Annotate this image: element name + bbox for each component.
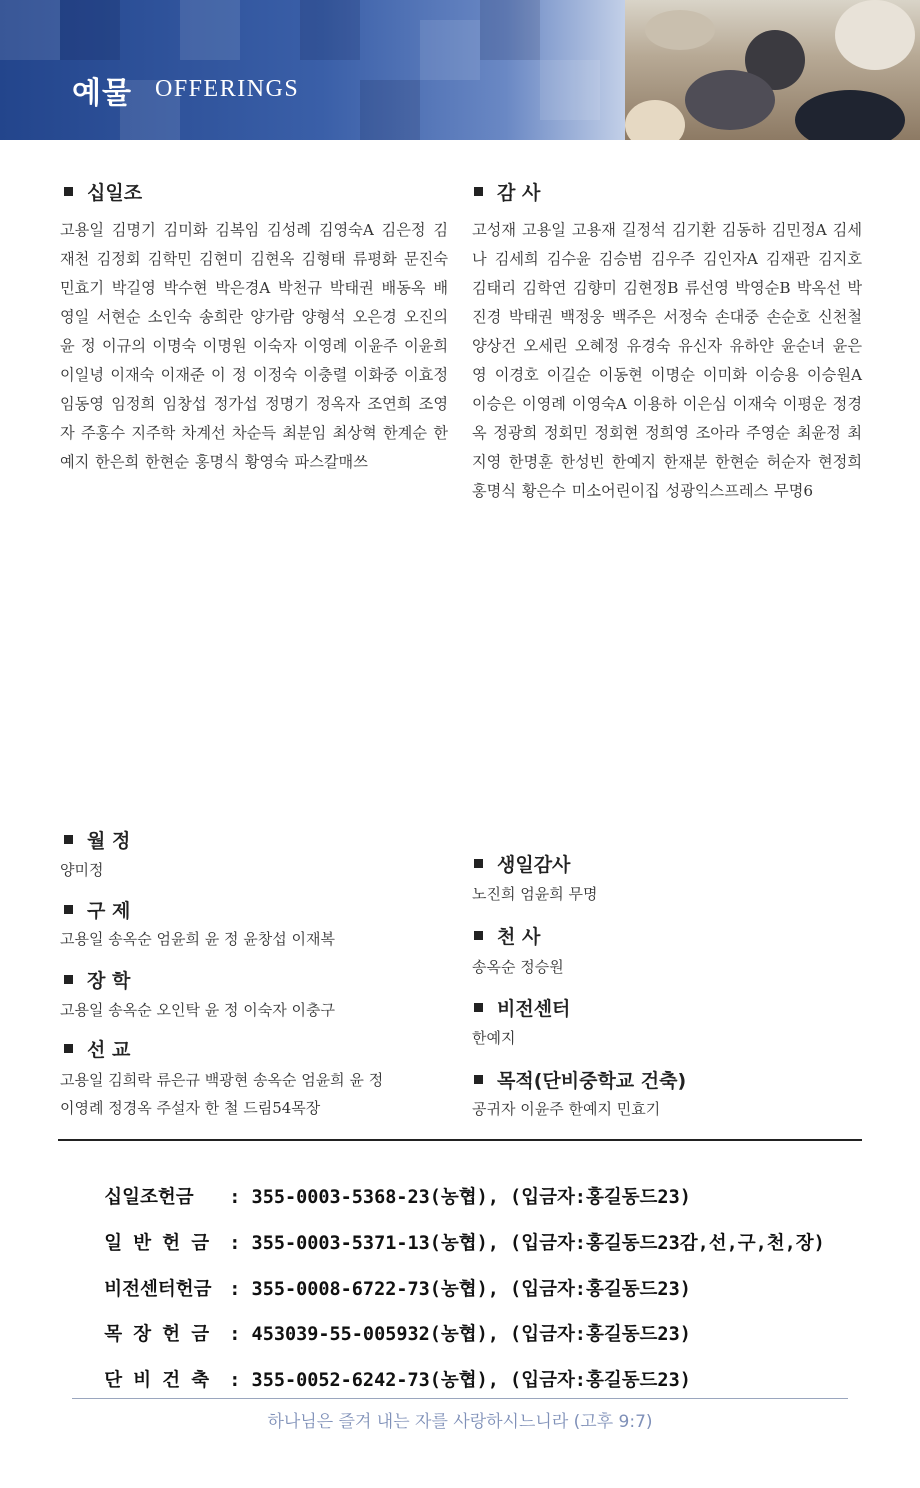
account-value: : 355-0003-5371-13(농협), (입금자:홍길동드23감,선,구,천,장) bbox=[229, 1233, 825, 1254]
mission-names-line1: 고용일 김희락 류은규 백광현 송옥순 엄윤희 윤 정 bbox=[60, 1071, 384, 1089]
thanks-names: 고성재 고용일 고용재 길정석 김기환 김동하 김민정A 김세나 김세희 김수윤 김승범 김우주 김인자A 김재관 김지호 김태리 김학연 김향미 김현정B 류선영 박영순B 박옥선 박진경 박태권 백정웅 백주은 서정숙 손대중 손순호 신천철 양상건 오세린 오혜정 유경숙 유신자 유하얀 윤순녀 윤은영 이경호 이길순 이동현 이명순 이미화 이승용 이승원A 이승은 이영례 이영숙A 이용하 이은심 이재숙 이평운 정경옥 정광희 정회민 정회현 정희영 조아라 주영순 최윤정 최지영 한명훈 한성빈 한예지 한재분 한현순 허순자 현정희 홍명식 황은수 미소어린이집 성광익스프레스 무명6 bbox=[472, 221, 862, 500]
account-value: : 355-0008-6722-73(농협), (입금자:홍길동드23) bbox=[229, 1279, 691, 1300]
account-value: : 355-0052-6242-73(농협), (입금자:홍길동드23) bbox=[229, 1370, 691, 1391]
header-subtitle: OFFERINGS bbox=[155, 76, 300, 102]
account-label: 일 반 헌 금 bbox=[104, 1233, 210, 1254]
footer-divider bbox=[72, 1398, 848, 1399]
vision-center-names: 한예지 bbox=[472, 1029, 516, 1047]
birthday-names: 노진희 엄윤희 무명 bbox=[472, 885, 598, 903]
scholarship-names: 고용일 송옥순 오인탁 윤 정 이숙자 이충구 bbox=[60, 1001, 335, 1019]
bullet-square-icon bbox=[474, 1075, 483, 1084]
account-value: : 453039-55-005932(농협), (입금자:홍길동드23) bbox=[229, 1324, 691, 1345]
purpose-title: 목적(단비중학교 건축) bbox=[474, 1066, 686, 1093]
first-day-names: 송옥순 정승원 bbox=[472, 958, 564, 976]
relief-names: 고용일 송옥순 엄윤희 윤 정 윤창섭 이재복 bbox=[60, 930, 335, 948]
birthday-title: 생일감사 bbox=[474, 850, 570, 877]
mission-title: 선 교 bbox=[64, 1035, 130, 1062]
tithe-title: 십일조 bbox=[64, 178, 142, 205]
account-value: : 355-0003-5368-23(농협), (입금자:홍길동드23) bbox=[229, 1187, 691, 1208]
bullet-square-icon bbox=[474, 859, 483, 868]
monthly-title: 월 정 bbox=[64, 826, 130, 853]
thanks-title: 감 사 bbox=[474, 178, 540, 205]
bullet-square-icon bbox=[474, 1003, 483, 1012]
bullet-square-icon bbox=[474, 931, 483, 940]
header-banner bbox=[0, 0, 920, 140]
relief-title: 구 제 bbox=[64, 896, 130, 923]
account-label: 비전센터헌금 bbox=[104, 1279, 212, 1300]
purpose-names: 공귀자 이윤주 한예지 민효기 bbox=[472, 1100, 661, 1118]
account-row bbox=[82, 1299, 691, 1346]
account-row bbox=[82, 1345, 691, 1392]
bullet-square-icon bbox=[64, 975, 73, 984]
header-title: 예물 bbox=[72, 76, 132, 111]
bullet-square-icon bbox=[64, 1044, 73, 1053]
account-label: 목 장 헌 금 bbox=[104, 1324, 210, 1345]
monthly-names: 양미정 bbox=[60, 861, 104, 879]
vision-center-title: 비전센터 bbox=[474, 994, 570, 1021]
scholarship-title: 장 학 bbox=[64, 966, 130, 993]
tithe-names: 고용일 김명기 김미화 김복임 김성례 김영숙A 김은정 김재천 김정회 김학민 김현미 김현옥 김형태 류평화 문진숙 민효기 박길영 박수현 박은경A 박천규 박태권 배동옥 배영일 서현순 소인숙 송희란 양가람 양형석 오은경 오진의 윤 정 이규의 이명숙 이명원 이숙자 이영례 이윤주 이윤희 이일녕 이재숙 이재준 이 정 이정숙 이충렬 이화중 이효정 임동영 임정희 임창섭 정가섭 정명기 정옥자 조연희 조영자 주홍수 지주학 차계선 차순득 최분임 최상혁 한계순 한예지 한은희 한현순 홍명식 황영숙 파스칼매쓰 bbox=[60, 221, 448, 471]
bullet-square-icon bbox=[64, 905, 73, 914]
account-label: 십일조헌금 bbox=[104, 1187, 194, 1208]
account-row bbox=[82, 1208, 825, 1255]
fellowship-photo bbox=[625, 0, 920, 140]
account-label: 단 비 건 축 bbox=[104, 1370, 210, 1391]
section-divider bbox=[58, 1139, 862, 1141]
first-day-title: 천 사 bbox=[474, 922, 540, 949]
bullet-square-icon bbox=[64, 835, 73, 844]
account-row bbox=[82, 1254, 691, 1301]
bible-verse: 하나님은 즐겨 내는 자를 사랑하시느니라 (고후 9:7) bbox=[267, 1412, 653, 1432]
account-row bbox=[82, 1162, 691, 1209]
mission-names-line2: 이영례 정경옥 주설자 한 철 드림54목장 bbox=[60, 1099, 321, 1117]
bullet-square-icon bbox=[64, 187, 73, 196]
bullet-square-icon bbox=[474, 187, 483, 196]
